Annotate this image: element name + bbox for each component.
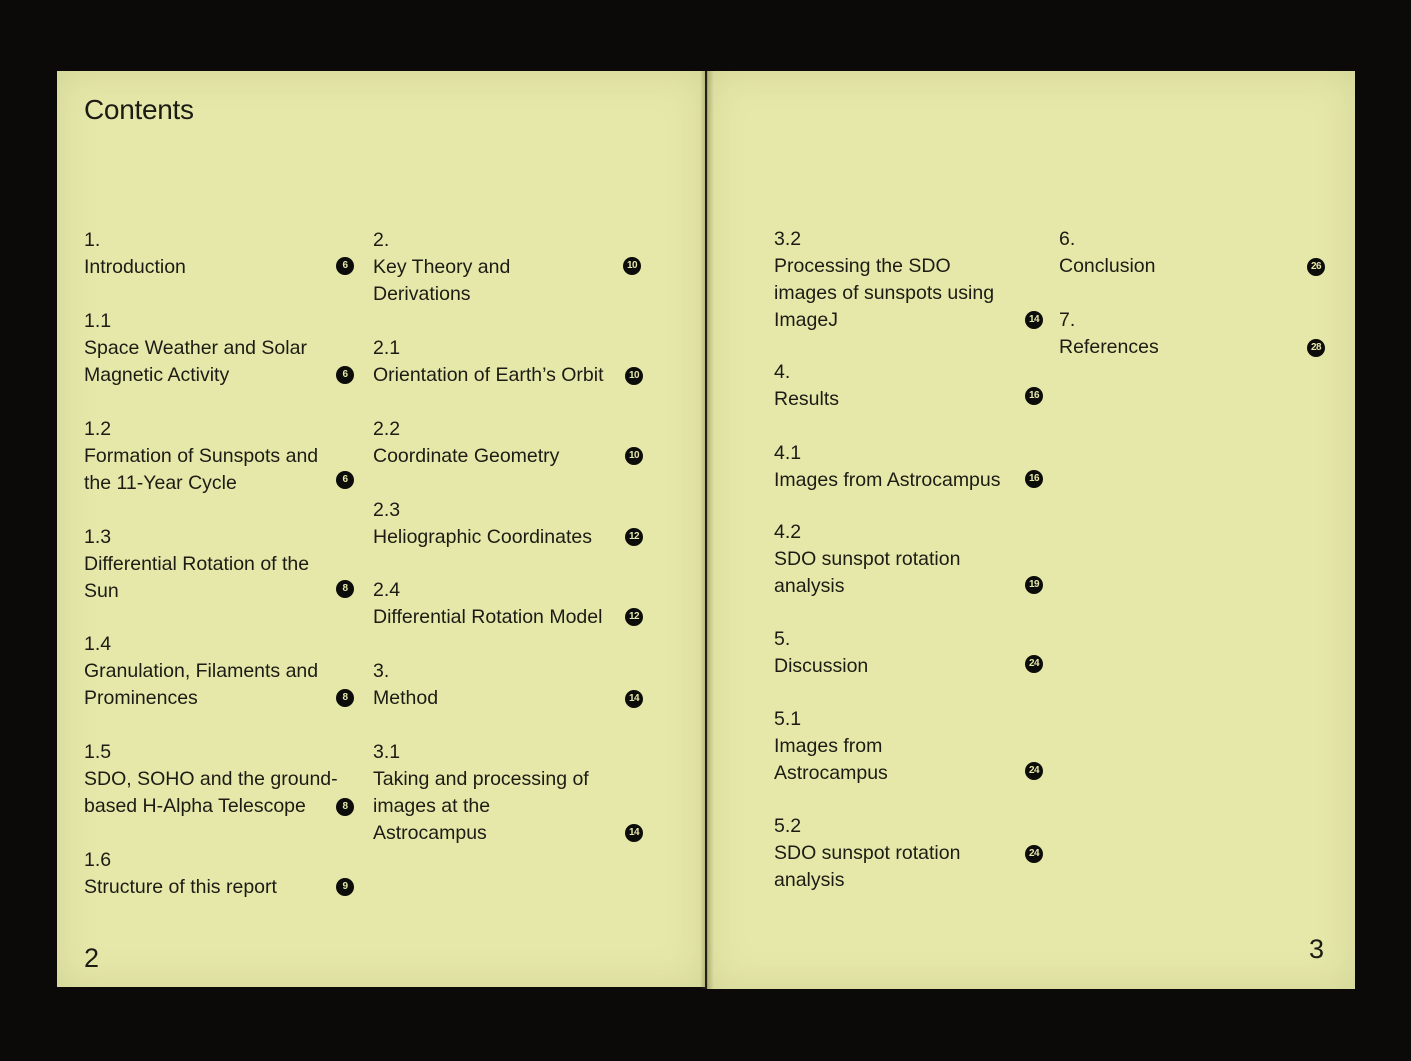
toc-section-title: Discussion (774, 655, 869, 677)
toc-section-title: SDO sunspot rotation (774, 842, 961, 864)
toc-entry (373, 227, 510, 308)
toc-section-title: Prominences (84, 687, 198, 709)
toc-section-number: 4.2 (774, 521, 802, 543)
toc-section-number: 5.2 (774, 815, 802, 837)
toc-section-number: 2. (373, 229, 390, 251)
toc-page-number-badge: 14 (1025, 311, 1043, 329)
toc-entry (774, 440, 1001, 494)
toc-page-number-badge: 14 (625, 690, 643, 708)
toc-section-title: Coordinate Geometry (373, 445, 560, 467)
toc-section-title: images of sunspots using (774, 282, 995, 304)
toc-page-number-badge: 12 (625, 608, 643, 626)
toc-section-title: Taking and processing of (373, 768, 589, 790)
toc-entry (774, 226, 994, 334)
toc-page-number-badge: 26 (1307, 258, 1325, 276)
folio-left: 2 (84, 943, 100, 973)
toc-page-number-badge: 6 (336, 257, 354, 275)
toc-section-number: 3. (373, 660, 390, 682)
toc-entry (84, 416, 318, 497)
toc-section-number: 2.4 (373, 579, 401, 601)
toc-page-number-badge: 16 (1025, 470, 1043, 488)
toc-section-title: Images from (774, 735, 883, 757)
toc-section-title: Images from Astrocampus (774, 469, 1001, 491)
toc-section-number: 1.3 (84, 526, 112, 548)
toc-section-number: 1.6 (84, 849, 112, 871)
toc-section-title: Magnetic Activity (84, 364, 230, 386)
toc-section-title: ImageJ (774, 309, 838, 331)
toc-section-title: Differential Rotation Model (373, 606, 603, 628)
toc-entry (1059, 307, 1159, 361)
toc-page-number-badge: 10 (623, 257, 641, 275)
toc-section-number: 1. (84, 229, 101, 251)
toc-section-title: Granulation, Filaments and (84, 660, 319, 682)
toc-section-title: analysis (774, 869, 845, 891)
toc-page-number-badge: 28 (1307, 339, 1325, 357)
toc-page-number-badge: 19 (1025, 576, 1043, 594)
toc-section-title: Orientation of Earth’s Orbit (373, 364, 604, 386)
toc-section-title: Derivations (373, 283, 471, 305)
toc-section-title: the 11-Year Cycle (84, 472, 237, 494)
page-title: Contents (84, 94, 194, 125)
toc-section-number: 5. (774, 628, 791, 650)
toc-page-number-badge: 8 (336, 798, 354, 816)
toc-entry (373, 335, 604, 389)
book-spine (700, 71, 714, 989)
toc-entry (84, 847, 277, 901)
toc-section-number: 2.3 (373, 499, 401, 521)
toc-section-title: Conclusion (1059, 255, 1156, 277)
toc-section-number: 1.4 (84, 633, 112, 655)
toc-page-number-badge: 6 (336, 471, 354, 489)
toc-section-title: Key Theory and (373, 256, 511, 278)
toc-section-title: Sun (84, 580, 119, 602)
toc-page-number-badge: 12 (625, 528, 643, 546)
folio-right: 3 (1309, 934, 1325, 964)
toc-page-number-badge: 10 (625, 367, 643, 385)
toc-section-title: Space Weather and Solar (84, 337, 307, 359)
toc-section-number: 3.2 (774, 228, 802, 250)
toc-entry (373, 497, 592, 551)
toc-entry (84, 739, 338, 820)
toc-entry (774, 626, 868, 680)
toc-section-number: 5.1 (774, 708, 802, 730)
toc-page-number-badge: 10 (625, 447, 643, 465)
toc-entry (774, 519, 960, 600)
toc-page-number-badge: 24 (1025, 845, 1043, 863)
toc-section-number: 6. (1059, 228, 1076, 250)
toc-section-number: 1.1 (84, 310, 112, 332)
toc-entry (1059, 226, 1155, 280)
toc-page-number-badge: 24 (1025, 762, 1043, 780)
toc-section-title: SDO, SOHO and the ground- (84, 768, 338, 790)
toc-page-number-badge: 6 (336, 366, 354, 384)
toc-section-number: 2.1 (373, 337, 401, 359)
toc-entry (84, 308, 307, 389)
toc-entry (774, 813, 960, 894)
toc-section-title: Method (373, 687, 439, 709)
toc-section-title: Formation of Sunspots and (84, 445, 319, 467)
toc-page-number-badge: 8 (336, 689, 354, 707)
toc-section-title: SDO sunspot rotation (774, 548, 961, 570)
toc-page-number-badge: 16 (1025, 387, 1043, 405)
toc-entry (774, 706, 888, 787)
toc-section-number: 1.5 (84, 741, 112, 763)
toc-section-number: 3.1 (373, 741, 401, 763)
toc-page-number-badge: 9 (336, 878, 354, 896)
toc-entry (373, 577, 602, 631)
toc-section-title: Introduction (84, 256, 186, 278)
toc-section-number: 7. (1059, 309, 1076, 331)
toc-page-number-badge: 24 (1025, 655, 1043, 673)
toc-section-title: analysis (774, 575, 845, 597)
toc-section-title: images at the (373, 795, 491, 817)
toc-section-title: Astrocampus (774, 762, 888, 784)
toc-page-number-badge: 14 (625, 824, 643, 842)
toc-section-number: 1.2 (84, 418, 112, 440)
toc-section-title: Heliographic Coordinates (373, 526, 592, 548)
toc-section-title: Astrocampus (373, 822, 487, 844)
toc-section-number: 4.1 (774, 442, 802, 464)
toc-section-title: based H-Alpha Telescope (84, 795, 306, 817)
toc-page-number-badge: 8 (336, 580, 354, 598)
toc-entry (84, 524, 309, 605)
toc-section-title: Structure of this report (84, 876, 277, 898)
toc-entry (373, 416, 559, 470)
toc-entry (774, 359, 839, 413)
toc-entry (84, 631, 318, 712)
toc-section-number: 4. (774, 361, 791, 383)
toc-section-title: Differential Rotation of the (84, 553, 310, 575)
toc-entry (373, 658, 438, 712)
toc-entry (84, 227, 186, 281)
toc-section-title: Processing the SDO (774, 255, 951, 277)
toc-entry (373, 739, 589, 847)
toc-section-title: Results (774, 388, 840, 410)
toc-section-number: 2.2 (373, 418, 401, 440)
toc-section-title: References (1059, 336, 1159, 358)
